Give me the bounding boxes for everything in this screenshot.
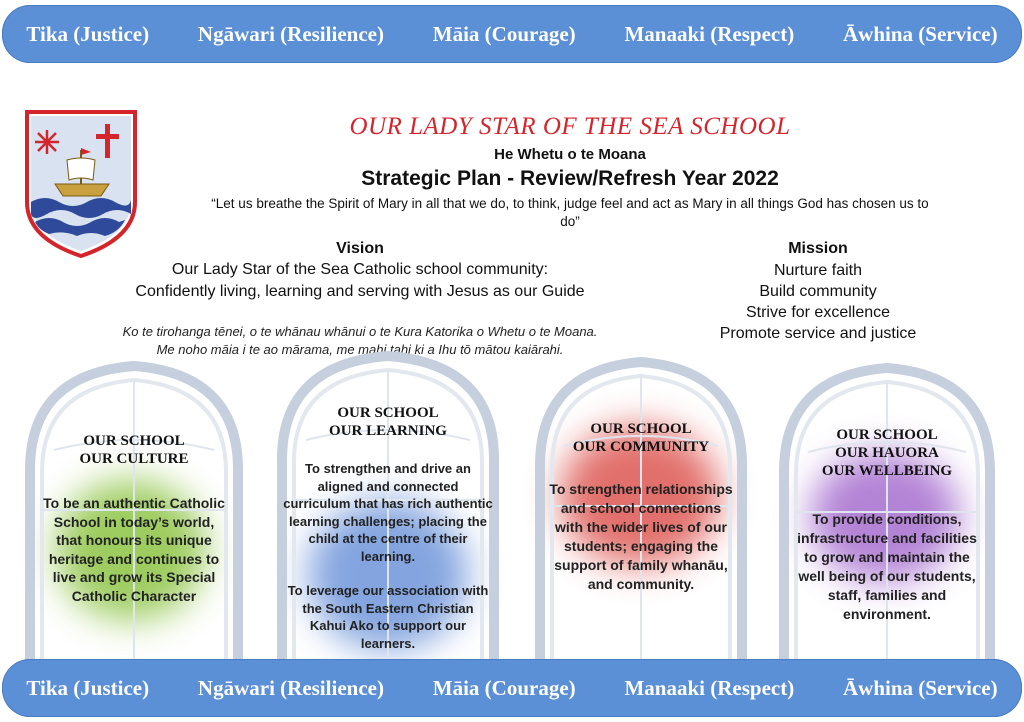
- learning-heading: OUR SCHOOL OUR LEARNING: [329, 405, 447, 439]
- community-text: To strengthen relationships and school connections with the wider lives of our students; engaging the support of family whanāu, and community.: [549, 481, 733, 592]
- community-heading: OUR SCHOOL OUR COMMUNITY: [572, 421, 710, 455]
- culture-heading: OUR SCHOOL OUR CULTURE: [79, 433, 189, 467]
- vision-line-1: Our Lady Star of the Sea Catholic school community:: [171, 261, 549, 278]
- school-maori-name: He Whetu o te Moana: [494, 146, 646, 163]
- value-awhina: Āwhina (Service): [843, 675, 998, 700]
- culture-text: To be an authentic Catholic School in today’s world, that honours its unique heritage and continues to live and grow its Special Catholic Character: [43, 495, 225, 604]
- value-manaaki: Manaaki (Respect): [624, 675, 795, 700]
- vision-heading: Vision: [336, 240, 384, 257]
- value-tika: Tika (Justice): [26, 675, 150, 700]
- mission-item-community: Build community: [759, 283, 877, 300]
- quote: [150, 195, 990, 231]
- learning-text: To strengthen and drive an aligned and connected curriculum that has rich authentic learning challenges; placing the child at the centre of their learning. To leverage our association with the South Eastern Christian Kahui Ako to support our learners.: [283, 461, 493, 651]
- values-banner-top: [2, 5, 1022, 63]
- school-name: OUR LADY STAR OF THE SEA SCHOOL: [349, 113, 791, 140]
- value-maia: Māia (Courage): [432, 21, 576, 46]
- quote-line-1: “Let us breathe the Spirit of Mary in all that we do, to think, judge feel and act as Mary in all things God has chosen us to: [211, 196, 929, 211]
- value-manaaki: Manaaki (Respect): [624, 21, 795, 46]
- wellbeing-heading: OUR SCHOOL OUR HAUORA OUR WELLBEING: [821, 427, 953, 479]
- mission-heading: Mission: [788, 240, 848, 257]
- value-tika: Tika (Justice): [26, 21, 150, 46]
- value-ngawari: Ngāwari (Resilience): [197, 21, 384, 46]
- school-crest-logo: [25, 110, 137, 258]
- value-maia: Māia (Courage): [432, 675, 576, 700]
- plan-title: Strategic Plan - Review/Refresh Year 2022: [361, 167, 779, 190]
- quote-line-2: do”: [560, 214, 580, 229]
- pillar-wellbeing: [774, 362, 1000, 660]
- values-banner-bottom: [2, 659, 1022, 717]
- vision-maori-line-2: Me noho māia i te ao mārama, me mahi tahi ki a Ihu tō mātou kaiārahi.: [156, 342, 564, 357]
- mission-item-excellence: Strive for excellence: [745, 304, 891, 321]
- pillar-community: [530, 356, 752, 660]
- pillar-learning: [272, 350, 504, 660]
- pillar-culture: [20, 360, 248, 660]
- vision-line-2: Confidently living, learning and serving with Jesus as our Guide: [135, 283, 585, 300]
- wellbeing-text: To provide conditions, infrastructure and facilities to grow and maintain the well being of our students, staff, families and environment.: [797, 511, 977, 622]
- vision-maori-line-1: Ko te tirohanga tēnei, o te whānau whānui o te Kura Katorika o Whetu o te Moana.: [122, 324, 598, 339]
- value-awhina: Āwhina (Service): [843, 21, 998, 46]
- value-ngawari: Ngāwari (Resilience): [197, 675, 384, 700]
- mission-item-service: Promote service and justice: [719, 325, 917, 342]
- mission-item-faith: Nurture faith: [773, 262, 863, 279]
